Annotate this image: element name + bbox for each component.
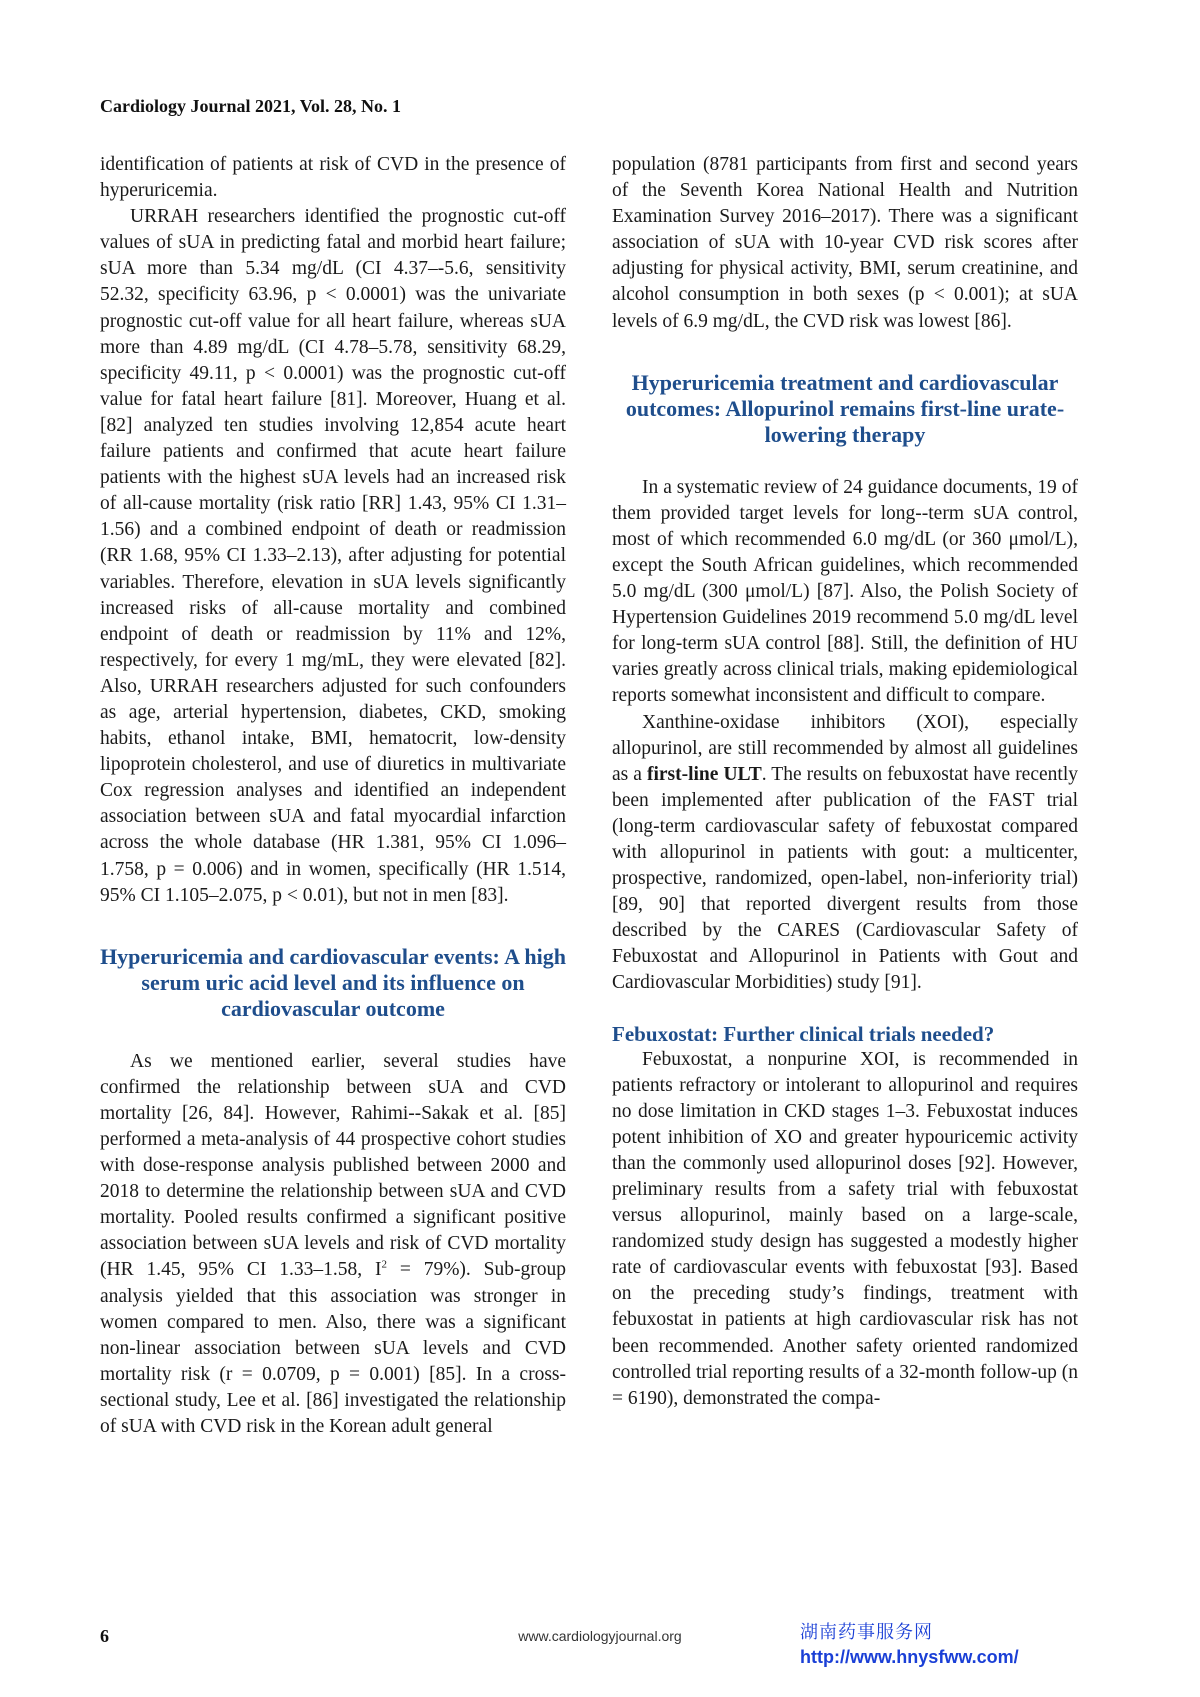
watermark-link[interactable]: http://www.hnysfww.com/ (800, 1647, 1019, 1667)
paragraph: Febuxostat, a nonpurine XOI, is recommended in patients refractory or intolerant to allopurinol and requires no dose limitation in CKD stages 1–3. Febuxostat induces potent inhibition of XO and greater hypouricemic activity than the commonly used allopurinol doses [92]. However, preliminary results from a safety trial with febuxostat versus allopurinol, mainly based on a large-scale, randomized study design has suggested a modestly higher rate of cardiovascular events with febuxostat [93]. Based on the preceding study’s findings, treatment with febuxostat in patients at high cardiovascular risk has not been recommended. Another safety oriented randomized controlled trial reporting results of a 32-month follow-up (n = 6190), demonstrated the compa- (612, 1048, 1078, 1409)
page-number: 6 (100, 1626, 109, 1646)
paragraph: Xanthine-oxidase inhibitors (XOI), especially allopurinol, are still recommended by almost all guidelines as a first-line ULT. The results on febuxostat have recently been implemented after publication of the FAST trial (long-term cardiovascular safety of febuxostat compared with allopurinol in patients with gout: a multicenter, prospective, randomized, open-label, non-inferiority trial) [89, 90] that reported divergent results from those described by the CARES (Cardiovascular Safety of Febuxostat and Allopurinol in Patients with Gout and Cardiovascular Morbidities) study [91]. (612, 711, 1078, 994)
journal-website: www.cardiologyjournal.org (518, 1628, 682, 1644)
right-column (612, 152, 1078, 1412)
left-column (100, 152, 566, 1440)
paragraph: In a systematic review of 24 guidance documents, 19 of them provided target levels for long-‑term sUA control, most of which recommended 6.0 mg/dL (or 360 μmol/L), except the South African guidelines, which recommended 5.0 mg/dL (300 μmol/L) [87]. Also, the Polish Society of Hypertension Guidelines 2019 recommend 5.0 mg/dL level for long-term sUA control [88]. Still, the definition of HU varies greatly across clinical trials, making epidemiological reports somewhat inconsistent and difficult to compare. (612, 476, 1078, 707)
paragraph: As we mentioned earlier, several studies have confirmed the relationship between sUA and CVD mortality [26, 84]. However, Rahimi-‑Sakak et al. [85] performed a meta-analysis of 44 prospective cohort studies with dose-response analysis published between 2000 and 2018 to determine the relationship between sUA and CVD mortality. Pooled results confirmed a significant positive association between sUA levels and risk of CVD mortality (HR 1.45, 95% CI 1.33–1.58, $I^2 = 79\%$). Sub-group analysis yielded that this association was stronger in women compared to men. Also, there was a significant non-linear association between sUA levels and CVD mortality risk (r = 0.0709, p = 0.001) [85]. In a cross-sectional study, Lee et al. [86] investigated the relationship of sUA with CVD risk in the Korean adult general (100, 1050, 566, 1438)
paragraph: URRAH researchers identified the prognostic cut-off values of sUA in predicting fatal and morbid heart failure; sUA more than 5.34 mg/dL (CI 4.37–‑5.6, sensitivity 52.32, specificity 63.96, p < 0.0001) was the univariate prognostic cut-off value for all heart failure, whereas sUA more than 4.89 mg/dL (CI 4.78–5.78, sensitivity 68.29, specificity 49.11, p < 0.0001) was the prognostic cut-off value for fatal heart failure [81]. Moreover, Huang et al. [82] analyzed ten studies involving 12,854 acute heart failure patients and confirmed that acute heart failure patients with the highest sUA levels had an increased risk of all-cause mortality (risk ratio [RR] 1.43, 95% CI 1.31–1.56) and a combined endpoint of death or readmission (RR 1.68, 95% CI 1.33–2.13), after adjusting for potential variables. Therefore, elevation in sUA levels significantly increased risks of all-cause mortality and combined endpoint of death or readmission by 11% and 12%, respectively, for every 1 mg/mL, they were elevated [82]. Also, URRAH researchers adjusted for such confounders as age, arterial hypertension, diabetes, CKD, smoking habits, ethanol intake, BMI, hematocrit, low-density lipoprotein cholesterol, and use of diuretics in multivariate Cox regression analyses and identified an independent association between sUA and fatal myocardial infarction across the whole database (HR 1.381, 95% CI 1.096–1.758, p = 0.006) and in women, specifically (HR 1.514, 95% CI 1.105–2.075, p < 0.01), but not in men [83]. (100, 206, 566, 906)
emphasis: first-line ULT (646, 763, 762, 785)
running-title: Cardiology Journal 2021, Vol. 28, No. 1 (100, 96, 402, 116)
subsection-heading: Febuxostat: Further clinical trials needed? (612, 1021, 995, 1046)
section-heading: Hyperuricemia treatment and cardiovascular outcomes: Allopurinol remains first-line urate-lowering therapy (625, 369, 1065, 447)
paragraph: population (8781 participants from first and second years of the Seventh Korea National Health and Nutrition Examination Survey 2016–2017). There was a significant association of sUA with 10-year CVD risk scores after adjusting for physical activity, BMI, serum creatinine, and alcohol consumption in both sexes (p < 0.001); at sUA levels of 6.9 mg/dL, the CVD risk was lowest [86]. (612, 154, 1078, 332)
watermark (800, 1621, 1019, 1669)
paragraph: identification of patients at risk of CVD in the presence of hyperuricemia. (100, 154, 566, 202)
section-heading: Hyperuricemia and cardiovascular events: A high serum uric acid level and its influence on cardiovascular outcome (100, 943, 566, 1021)
watermark-text: 湖南药事服务网 (800, 1622, 933, 1643)
